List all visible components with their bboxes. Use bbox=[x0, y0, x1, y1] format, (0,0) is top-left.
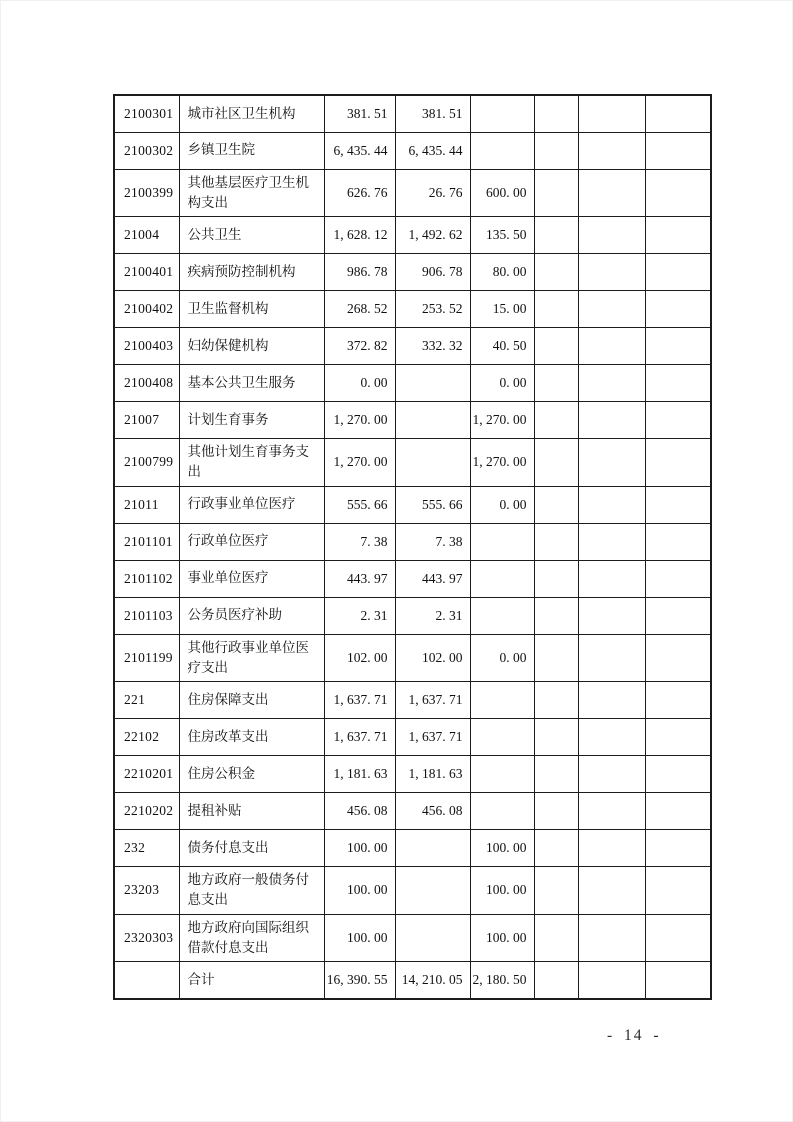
subject-code-cell: 2100302 bbox=[114, 132, 179, 169]
amount-col2-cell: 381. 51 bbox=[395, 95, 470, 132]
amount-col3-cell: 135. 50 bbox=[470, 217, 534, 254]
amount-col2-cell bbox=[395, 830, 470, 867]
table-row bbox=[114, 914, 711, 962]
amount-col3-cell: 40. 50 bbox=[470, 328, 534, 365]
table-row bbox=[114, 560, 711, 597]
empty-cell-2 bbox=[578, 291, 645, 328]
amount-col3-cell: 100. 00 bbox=[470, 867, 534, 915]
empty-cell-3 bbox=[645, 914, 711, 962]
subject-name-cell: 合计 bbox=[179, 962, 324, 999]
amount-col2-cell bbox=[395, 867, 470, 915]
amount-col3-cell: 0. 00 bbox=[470, 634, 534, 682]
empty-cell-1 bbox=[534, 719, 578, 756]
empty-cell-3 bbox=[645, 486, 711, 523]
empty-cell-1 bbox=[534, 254, 578, 291]
empty-cell-1 bbox=[534, 328, 578, 365]
empty-cell-2 bbox=[578, 793, 645, 830]
amount-col2-cell: 253. 52 bbox=[395, 291, 470, 328]
empty-cell-3 bbox=[645, 217, 711, 254]
table-row bbox=[114, 830, 711, 867]
amount-total-cell: 0. 00 bbox=[324, 365, 395, 402]
amount-total-cell: 100. 00 bbox=[324, 830, 395, 867]
subject-code-cell: 2100403 bbox=[114, 328, 179, 365]
subject-code-cell: 21004 bbox=[114, 217, 179, 254]
amount-total-cell: 100. 00 bbox=[324, 867, 395, 915]
table-row bbox=[114, 132, 711, 169]
subject-code-cell: 2210201 bbox=[114, 756, 179, 793]
subject-name-cell: 债务付息支出 bbox=[179, 830, 324, 867]
amount-total-cell: 1, 628. 12 bbox=[324, 217, 395, 254]
amount-col3-cell: 80. 00 bbox=[470, 254, 534, 291]
subject-name-cell: 其他基层医疗卫生机构支出 bbox=[179, 169, 324, 217]
budget-expenditure-table bbox=[113, 94, 712, 1000]
empty-cell-3 bbox=[645, 291, 711, 328]
amount-total-cell: 443. 97 bbox=[324, 560, 395, 597]
amount-col3-cell bbox=[470, 560, 534, 597]
amount-col3-cell: 1, 270. 00 bbox=[470, 439, 534, 487]
subject-code-cell: 23203 bbox=[114, 867, 179, 915]
amount-total-cell: 268. 52 bbox=[324, 291, 395, 328]
amount-col3-cell: 1, 270. 00 bbox=[470, 402, 534, 439]
subject-name-cell: 其他计划生育事务支出 bbox=[179, 439, 324, 487]
empty-cell-3 bbox=[645, 867, 711, 915]
amount-col2-cell: 1, 492. 62 bbox=[395, 217, 470, 254]
amount-col2-cell: 26. 76 bbox=[395, 169, 470, 217]
table-row bbox=[114, 793, 711, 830]
subject-code-cell: 2100408 bbox=[114, 365, 179, 402]
amount-col2-cell: 2. 31 bbox=[395, 597, 470, 634]
amount-col2-cell: 6, 435. 44 bbox=[395, 132, 470, 169]
amount-col2-cell: 14, 210. 05 bbox=[395, 962, 470, 999]
empty-cell-1 bbox=[534, 402, 578, 439]
amount-col2-cell: 456. 08 bbox=[395, 793, 470, 830]
empty-cell-2 bbox=[578, 328, 645, 365]
empty-cell-3 bbox=[645, 365, 711, 402]
empty-cell-3 bbox=[645, 830, 711, 867]
empty-cell-2 bbox=[578, 914, 645, 962]
empty-cell-1 bbox=[534, 682, 578, 719]
amount-total-cell: 1, 181. 63 bbox=[324, 756, 395, 793]
subject-name-cell: 城市社区卫生机构 bbox=[179, 95, 324, 132]
empty-cell-1 bbox=[534, 523, 578, 560]
empty-cell-2 bbox=[578, 597, 645, 634]
empty-cell-3 bbox=[645, 962, 711, 999]
subject-code-cell: 21007 bbox=[114, 402, 179, 439]
empty-cell-3 bbox=[645, 95, 711, 132]
empty-cell-2 bbox=[578, 830, 645, 867]
subject-code-cell: 2101101 bbox=[114, 523, 179, 560]
amount-total-cell: 6, 435. 44 bbox=[324, 132, 395, 169]
amount-col2-cell: 102. 00 bbox=[395, 634, 470, 682]
subject-code-cell: 2100301 bbox=[114, 95, 179, 132]
subject-name-cell: 妇幼保健机构 bbox=[179, 328, 324, 365]
empty-cell-1 bbox=[534, 634, 578, 682]
subject-code-cell: 2100402 bbox=[114, 291, 179, 328]
amount-col3-cell bbox=[470, 597, 534, 634]
table-row bbox=[114, 169, 711, 217]
amount-total-cell: 16, 390. 55 bbox=[324, 962, 395, 999]
empty-cell-3 bbox=[645, 634, 711, 682]
empty-cell-1 bbox=[534, 560, 578, 597]
empty-cell-2 bbox=[578, 523, 645, 560]
table-row bbox=[114, 486, 711, 523]
subject-code-cell: 21011 bbox=[114, 486, 179, 523]
empty-cell-1 bbox=[534, 962, 578, 999]
empty-cell-1 bbox=[534, 95, 578, 132]
empty-cell-2 bbox=[578, 756, 645, 793]
empty-cell-3 bbox=[645, 402, 711, 439]
subject-name-cell: 提租补贴 bbox=[179, 793, 324, 830]
amount-total-cell: 2. 31 bbox=[324, 597, 395, 634]
amount-total-cell: 372. 82 bbox=[324, 328, 395, 365]
empty-cell-2 bbox=[578, 867, 645, 915]
amount-total-cell: 1, 270. 00 bbox=[324, 402, 395, 439]
empty-cell-2 bbox=[578, 962, 645, 999]
amount-col2-cell bbox=[395, 365, 470, 402]
page-number: - 14 - bbox=[607, 1027, 661, 1044]
subject-name-cell: 地方政府一般债务付息支出 bbox=[179, 867, 324, 915]
empty-cell-1 bbox=[534, 217, 578, 254]
table-row bbox=[114, 962, 711, 999]
amount-col3-cell: 0. 00 bbox=[470, 365, 534, 402]
empty-cell-3 bbox=[645, 560, 711, 597]
amount-total-cell: 1, 270. 00 bbox=[324, 439, 395, 487]
amount-col2-cell bbox=[395, 914, 470, 962]
empty-cell-3 bbox=[645, 597, 711, 634]
empty-cell-1 bbox=[534, 439, 578, 487]
subject-code-cell: 2101103 bbox=[114, 597, 179, 634]
amount-col3-cell: 100. 00 bbox=[470, 914, 534, 962]
amount-col3-cell: 15. 00 bbox=[470, 291, 534, 328]
subject-code-cell: 2100799 bbox=[114, 439, 179, 487]
empty-cell-2 bbox=[578, 634, 645, 682]
empty-cell-3 bbox=[645, 132, 711, 169]
empty-cell-2 bbox=[578, 719, 645, 756]
empty-cell-1 bbox=[534, 914, 578, 962]
amount-total-cell: 456. 08 bbox=[324, 793, 395, 830]
empty-cell-1 bbox=[534, 169, 578, 217]
empty-cell-2 bbox=[578, 169, 645, 217]
empty-cell-3 bbox=[645, 328, 711, 365]
amount-col3-cell: 0. 00 bbox=[470, 486, 534, 523]
subject-name-cell: 事业单位医疗 bbox=[179, 560, 324, 597]
amount-col3-cell bbox=[470, 793, 534, 830]
empty-cell-3 bbox=[645, 439, 711, 487]
subject-name-cell: 卫生监督机构 bbox=[179, 291, 324, 328]
subject-code-cell: 2320303 bbox=[114, 914, 179, 962]
empty-cell-2 bbox=[578, 486, 645, 523]
table-row bbox=[114, 328, 711, 365]
amount-col2-cell: 1, 637. 71 bbox=[395, 682, 470, 719]
table-row bbox=[114, 719, 711, 756]
empty-cell-2 bbox=[578, 402, 645, 439]
subject-name-cell: 计划生育事务 bbox=[179, 402, 324, 439]
table-row bbox=[114, 217, 711, 254]
amount-col3-cell: 100. 00 bbox=[470, 830, 534, 867]
empty-cell-1 bbox=[534, 793, 578, 830]
subject-name-cell: 行政单位医疗 bbox=[179, 523, 324, 560]
table-row bbox=[114, 634, 711, 682]
empty-cell-3 bbox=[645, 254, 711, 291]
budget-table-body bbox=[114, 95, 711, 999]
table-row bbox=[114, 291, 711, 328]
empty-cell-2 bbox=[578, 254, 645, 291]
subject-name-cell: 地方政府向国际组织借款付息支出 bbox=[179, 914, 324, 962]
empty-cell-3 bbox=[645, 719, 711, 756]
amount-col2-cell bbox=[395, 402, 470, 439]
empty-cell-1 bbox=[534, 867, 578, 915]
table-row bbox=[114, 254, 711, 291]
subject-name-cell: 住房改革支出 bbox=[179, 719, 324, 756]
subject-name-cell: 基本公共卫生服务 bbox=[179, 365, 324, 402]
table-row bbox=[114, 402, 711, 439]
empty-cell-3 bbox=[645, 523, 711, 560]
subject-code-cell: 2101102 bbox=[114, 560, 179, 597]
subject-name-cell: 行政事业单位医疗 bbox=[179, 486, 324, 523]
amount-col3-cell bbox=[470, 682, 534, 719]
subject-code-cell: 2100401 bbox=[114, 254, 179, 291]
amount-col2-cell: 1, 181. 63 bbox=[395, 756, 470, 793]
empty-cell-2 bbox=[578, 217, 645, 254]
empty-cell-2 bbox=[578, 95, 645, 132]
amount-col3-cell bbox=[470, 523, 534, 560]
table-row bbox=[114, 756, 711, 793]
amount-total-cell: 100. 00 bbox=[324, 914, 395, 962]
subject-code-cell bbox=[114, 962, 179, 999]
amount-col3-cell bbox=[470, 95, 534, 132]
subject-code-cell: 22102 bbox=[114, 719, 179, 756]
empty-cell-3 bbox=[645, 793, 711, 830]
empty-cell-2 bbox=[578, 365, 645, 402]
amount-total-cell: 7. 38 bbox=[324, 523, 395, 560]
amount-total-cell: 555. 66 bbox=[324, 486, 395, 523]
amount-col3-cell bbox=[470, 719, 534, 756]
subject-name-cell: 公共卫生 bbox=[179, 217, 324, 254]
table-row bbox=[114, 523, 711, 560]
amount-col3-cell bbox=[470, 132, 534, 169]
subject-code-cell: 2100399 bbox=[114, 169, 179, 217]
subject-name-cell: 住房公积金 bbox=[179, 756, 324, 793]
table-row bbox=[114, 867, 711, 915]
empty-cell-3 bbox=[645, 756, 711, 793]
amount-total-cell: 986. 78 bbox=[324, 254, 395, 291]
subject-name-cell: 公务员医疗补助 bbox=[179, 597, 324, 634]
amount-col2-cell: 443. 97 bbox=[395, 560, 470, 597]
amount-col2-cell: 332. 32 bbox=[395, 328, 470, 365]
amount-total-cell: 1, 637. 71 bbox=[324, 719, 395, 756]
empty-cell-2 bbox=[578, 560, 645, 597]
empty-cell-1 bbox=[534, 365, 578, 402]
amount-total-cell: 1, 637. 71 bbox=[324, 682, 395, 719]
subject-code-cell: 2210202 bbox=[114, 793, 179, 830]
table-row bbox=[114, 682, 711, 719]
subject-name-cell: 乡镇卫生院 bbox=[179, 132, 324, 169]
empty-cell-1 bbox=[534, 291, 578, 328]
table-row bbox=[114, 597, 711, 634]
table-row bbox=[114, 365, 711, 402]
amount-col3-cell: 600. 00 bbox=[470, 169, 534, 217]
empty-cell-1 bbox=[534, 132, 578, 169]
amount-col2-cell: 7. 38 bbox=[395, 523, 470, 560]
empty-cell-1 bbox=[534, 830, 578, 867]
amount-total-cell: 381. 51 bbox=[324, 95, 395, 132]
table-row bbox=[114, 439, 711, 487]
empty-cell-2 bbox=[578, 439, 645, 487]
amount-col2-cell: 906. 78 bbox=[395, 254, 470, 291]
empty-cell-3 bbox=[645, 169, 711, 217]
empty-cell-2 bbox=[578, 132, 645, 169]
amount-total-cell: 102. 00 bbox=[324, 634, 395, 682]
empty-cell-3 bbox=[645, 682, 711, 719]
amount-col2-cell: 1, 637. 71 bbox=[395, 719, 470, 756]
empty-cell-1 bbox=[534, 597, 578, 634]
amount-col3-cell bbox=[470, 756, 534, 793]
table-row bbox=[114, 95, 711, 132]
empty-cell-1 bbox=[534, 756, 578, 793]
subject-name-cell: 住房保障支出 bbox=[179, 682, 324, 719]
amount-col3-cell: 2, 180. 50 bbox=[470, 962, 534, 999]
amount-col2-cell: 555. 66 bbox=[395, 486, 470, 523]
subject-name-cell: 疾病预防控制机构 bbox=[179, 254, 324, 291]
amount-total-cell: 626. 76 bbox=[324, 169, 395, 217]
subject-code-cell: 232 bbox=[114, 830, 179, 867]
subject-code-cell: 2101199 bbox=[114, 634, 179, 682]
subject-name-cell: 其他行政事业单位医疗支出 bbox=[179, 634, 324, 682]
subject-code-cell: 221 bbox=[114, 682, 179, 719]
empty-cell-1 bbox=[534, 486, 578, 523]
empty-cell-2 bbox=[578, 682, 645, 719]
amount-col2-cell bbox=[395, 439, 470, 487]
